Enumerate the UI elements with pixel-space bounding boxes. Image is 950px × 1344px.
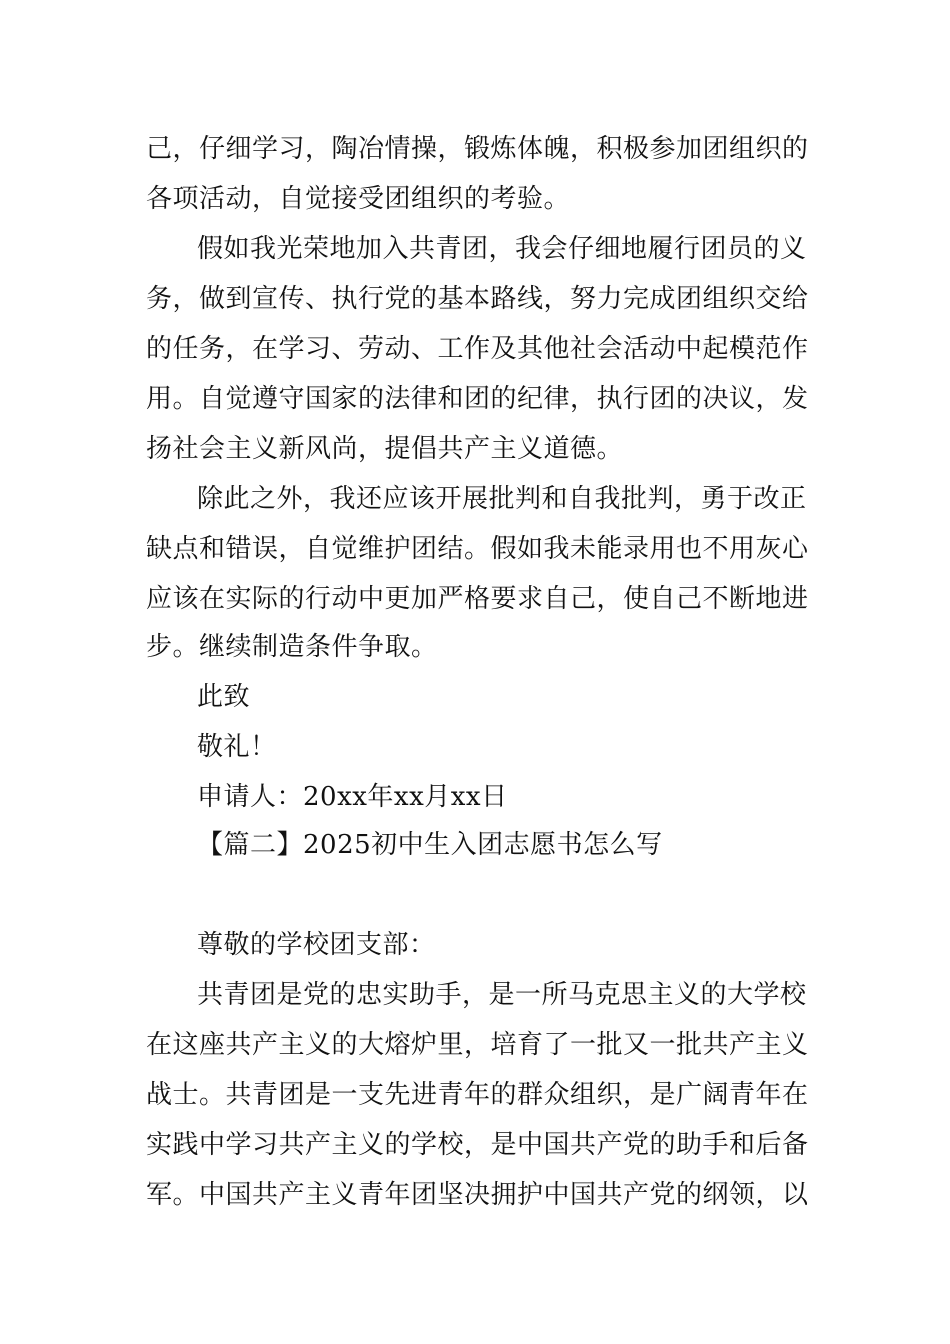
text-line: 在这座共产主义的大熔炉里，培育了一批又一批共产主义 [146, 1030, 809, 1060]
text-line: 扬社会主义新风尚，提倡共产主义道德。 [146, 434, 624, 464]
text-line: 用。自觉遵守国家的法律和团的纪律，执行团的决议，发 [146, 384, 809, 414]
text-line: 各项活动，自觉接受团组织的考验。 [146, 184, 571, 214]
text-line: 的任务，在学习、劳动、工作及其他社会活动中起模范作 [146, 334, 809, 364]
text-line: 己，仔细学习，陶冶情操，锻炼体魄，积极参加团组织的 [146, 134, 809, 164]
text-line: 应该在实际的行动中更加严格要求自己，使自己不断地进 [146, 584, 809, 614]
closing-salutation: 此致 [197, 682, 251, 712]
section-heading: 【篇二】2025初中生入团志愿书怎么写 [197, 830, 663, 860]
closing-regards: 敬礼！ [197, 732, 277, 762]
text-line: 步。继续制造条件争取。 [146, 632, 438, 662]
text-line: 战士。共青团是一支先进青年的群众组织，是广阔青年在 [146, 1080, 809, 1110]
paragraph-start-line: 除此之外，我还应该开展批判和自我批判，勇于改正 [197, 484, 807, 514]
applicant-signature-line: 申请人：20xx年xx月xx日 [197, 782, 508, 812]
greeting-line: 尊敬的学校团支部： [197, 930, 436, 960]
paragraph-start-line: 共青团是党的忠实助手，是一所马克思主义的大学校 [197, 980, 807, 1010]
text-line: 缺点和错误，自觉维护团结。假如我未能录用也不用灰心 [146, 534, 809, 564]
text-line: 实践中学习共产主义的学校，是中国共产党的助手和后备 [146, 1130, 809, 1160]
text-line: 军。中国共产主义青年团坚决拥护中国共产党的纲领，以 [146, 1180, 809, 1210]
text-line: 务，做到宣传、执行党的基本路线，努力完成团组织交给 [146, 284, 809, 314]
paragraph-start-line: 假如我光荣地加入共青团，我会仔细地履行团员的义 [197, 234, 807, 264]
